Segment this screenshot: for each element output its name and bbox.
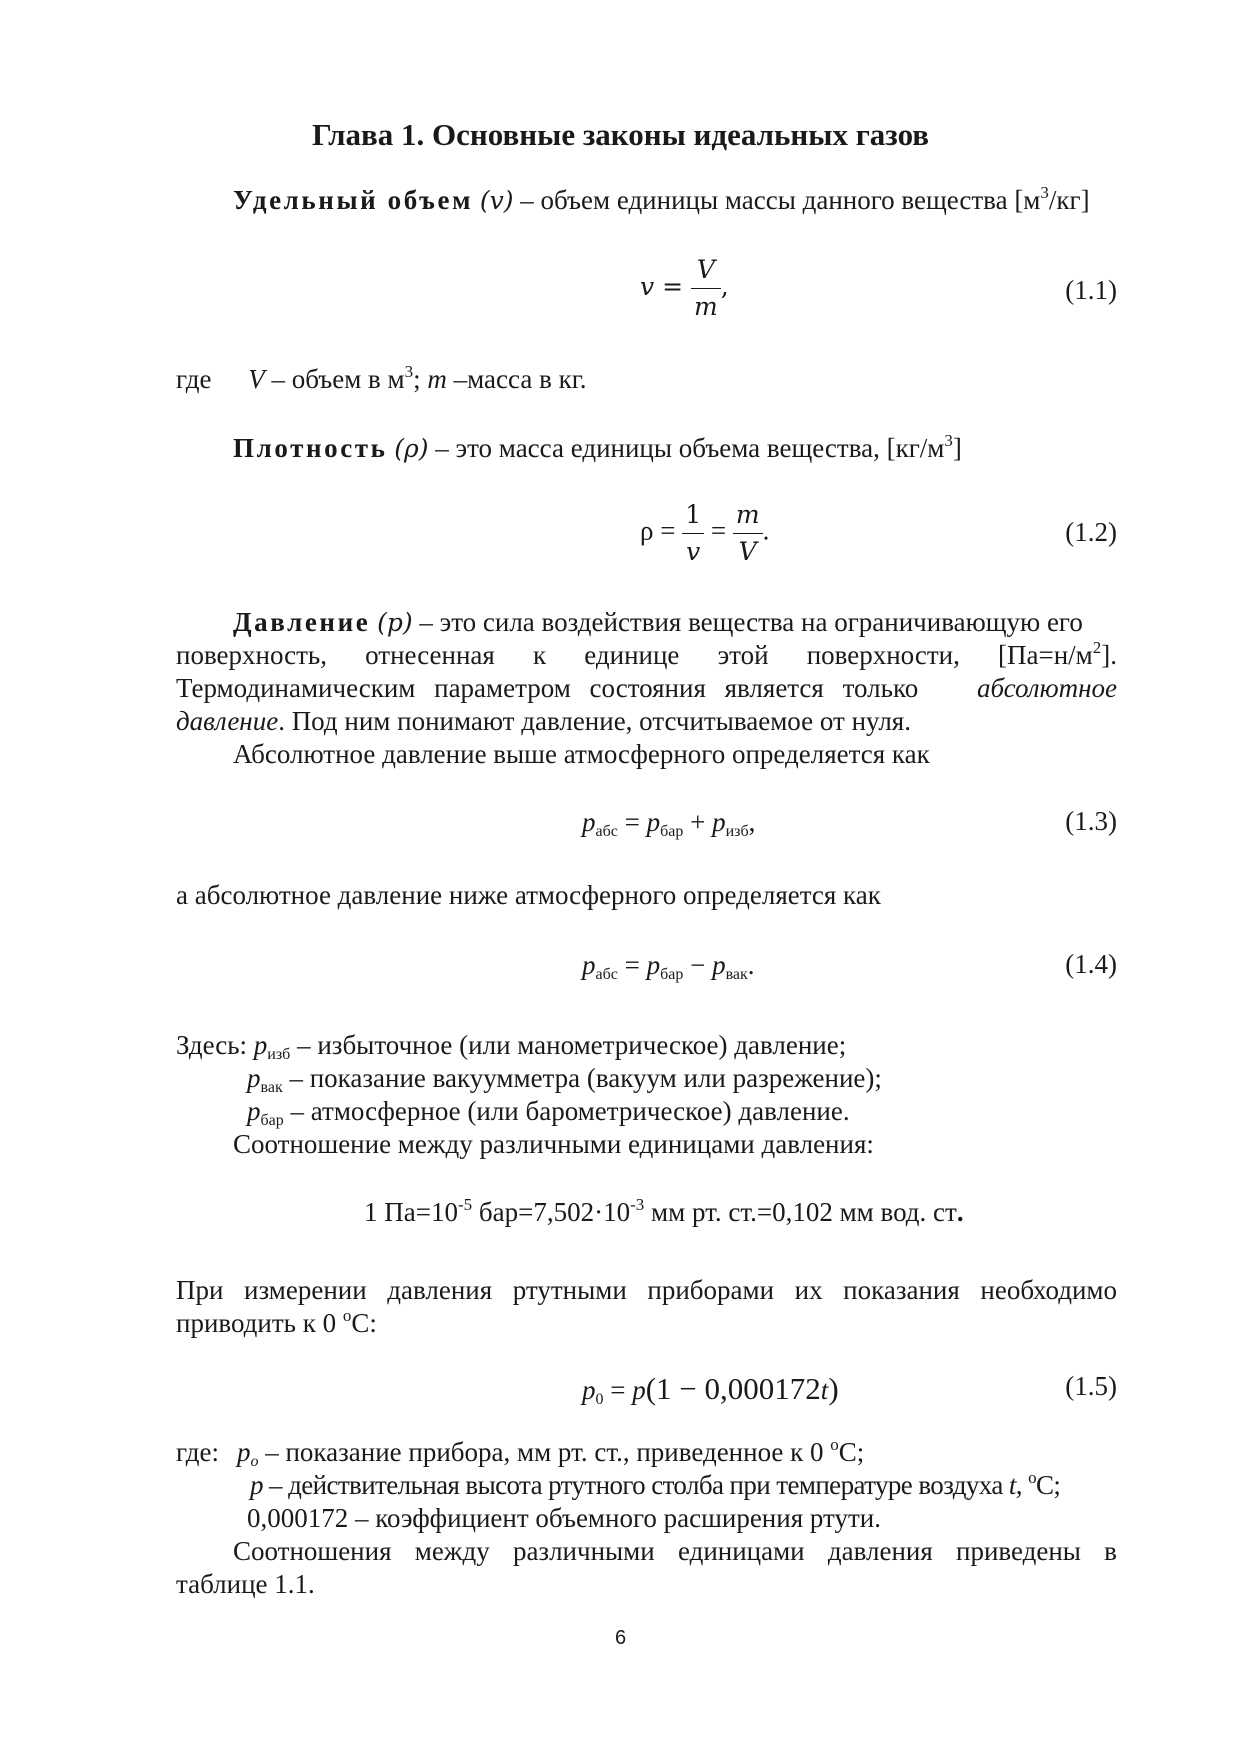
- pressure-line-1: Давление (p) – это сила воздействия вещества на ограничивающую его: [233, 607, 1083, 637]
- mercury-line-2: приводить к 0 $^o$С:: [176, 1306, 377, 1338]
- eq-number-1-1: (1.1): [1065, 275, 1117, 305]
- specific-volume-definition: Удельный объем (v) – объем единицы массы данного вещества $[м^3/кг]$: [233, 183, 1090, 215]
- pressure-line-5: Абсолютное давление выше атмосферного определяется как: [233, 739, 930, 769]
- density-definition: Плотность (ρ) – это масса единицы объема вещества, $[кг/м^3]$: [233, 431, 962, 463]
- fraction-m-over-V: $\frac{m}{V}$: [733, 500, 763, 567]
- eq-number-1-5: (1.5): [1065, 1371, 1117, 1401]
- formula-1-5: $p_0 = p(1 - 0,000172t)$: [582, 1371, 839, 1408]
- eq-number-1-2: (1.2): [1065, 517, 1117, 547]
- chapter-title: Глава 1. Основные законы идеальных газов: [311, 117, 930, 152]
- below-atmospheric-text: а абсолютное давление ниже атмосферного определяется как: [176, 880, 881, 910]
- closing-line-1: Соотношения между различными единицами давления приведены в: [233, 1536, 1117, 1566]
- formula-1-4: $p_{абс} = p_{бар} - p_{вак}$.: [582, 950, 755, 983]
- closing-line-2: таблице 1.1.: [176, 1569, 315, 1599]
- term-pressure: Давление: [233, 607, 371, 637]
- page-number: 6: [614, 1627, 627, 1649]
- legend-izb: Здесь: $p_{изб}$ – избыточное (или манометрическое) давление;: [176, 1030, 847, 1063]
- term-specific-volume: Удельный объем: [233, 185, 474, 215]
- units-relation: 1 $Па=10^{-5}$ $бар=7,502\cdot 10^{-3}$ мм рт. ст.=0,102 мм вод. ст.: [364, 1195, 964, 1227]
- pressure-line-2: поверхность, отнесенная к единице этой поверхности, $[Па=н/м^2]$.: [176, 638, 1117, 670]
- eq-number-1-4: (1.4): [1065, 949, 1117, 979]
- eq-number-1-3: (1.3): [1065, 806, 1117, 836]
- formula-1-2: ρ = $\frac{1}{v}$ = $\frac{m}{V}$ .: [640, 500, 770, 566]
- units-relation-intro: Соотношение между различными единицами давления:: [233, 1129, 874, 1159]
- term-density: Плотность: [233, 433, 388, 463]
- fraction-1-over-v: $\frac{1}{v}$: [682, 500, 704, 567]
- pressure-line-3: Термодинамическим параметром состояния является только абсолютное: [176, 673, 1117, 703]
- where-coefficient: 0,000172 – коэффициент объемного расширения ртути.: [247, 1503, 881, 1533]
- where-p: p – действительная высота ртутного столба при температуре воздуха t, $^o$С;: [250, 1468, 1061, 1500]
- fraction-V-over-m: $\frac{V}{m}$: [691, 255, 721, 322]
- mercury-line-1: При измерении давления ртутными приборами их показания необходимо: [176, 1275, 1117, 1305]
- pressure-line-4: давление. Под ним понимают давление, отсчитываемое от нуля.: [176, 706, 911, 736]
- legend-vak: $p_{вак}$ – показание вакуумметра (вакуум или разрежение);: [247, 1063, 882, 1096]
- where-po: где: $p_o$ – показание прибора, мм рт. ст., приведенное к 0 $^o$С;: [176, 1435, 865, 1470]
- formula-1-1: v = $\frac{V}{m}$ ,: [640, 255, 729, 321]
- legend-bar: $p_{бар}$ – атмосферное (или барометрическое) давление.: [247, 1096, 850, 1129]
- formula-1-3: $p_{абс} = p_{бар} + p_{изб}$,: [582, 807, 756, 840]
- where-volume-mass: где V – объем в $м^3$; m –масса в кг.: [176, 362, 587, 394]
